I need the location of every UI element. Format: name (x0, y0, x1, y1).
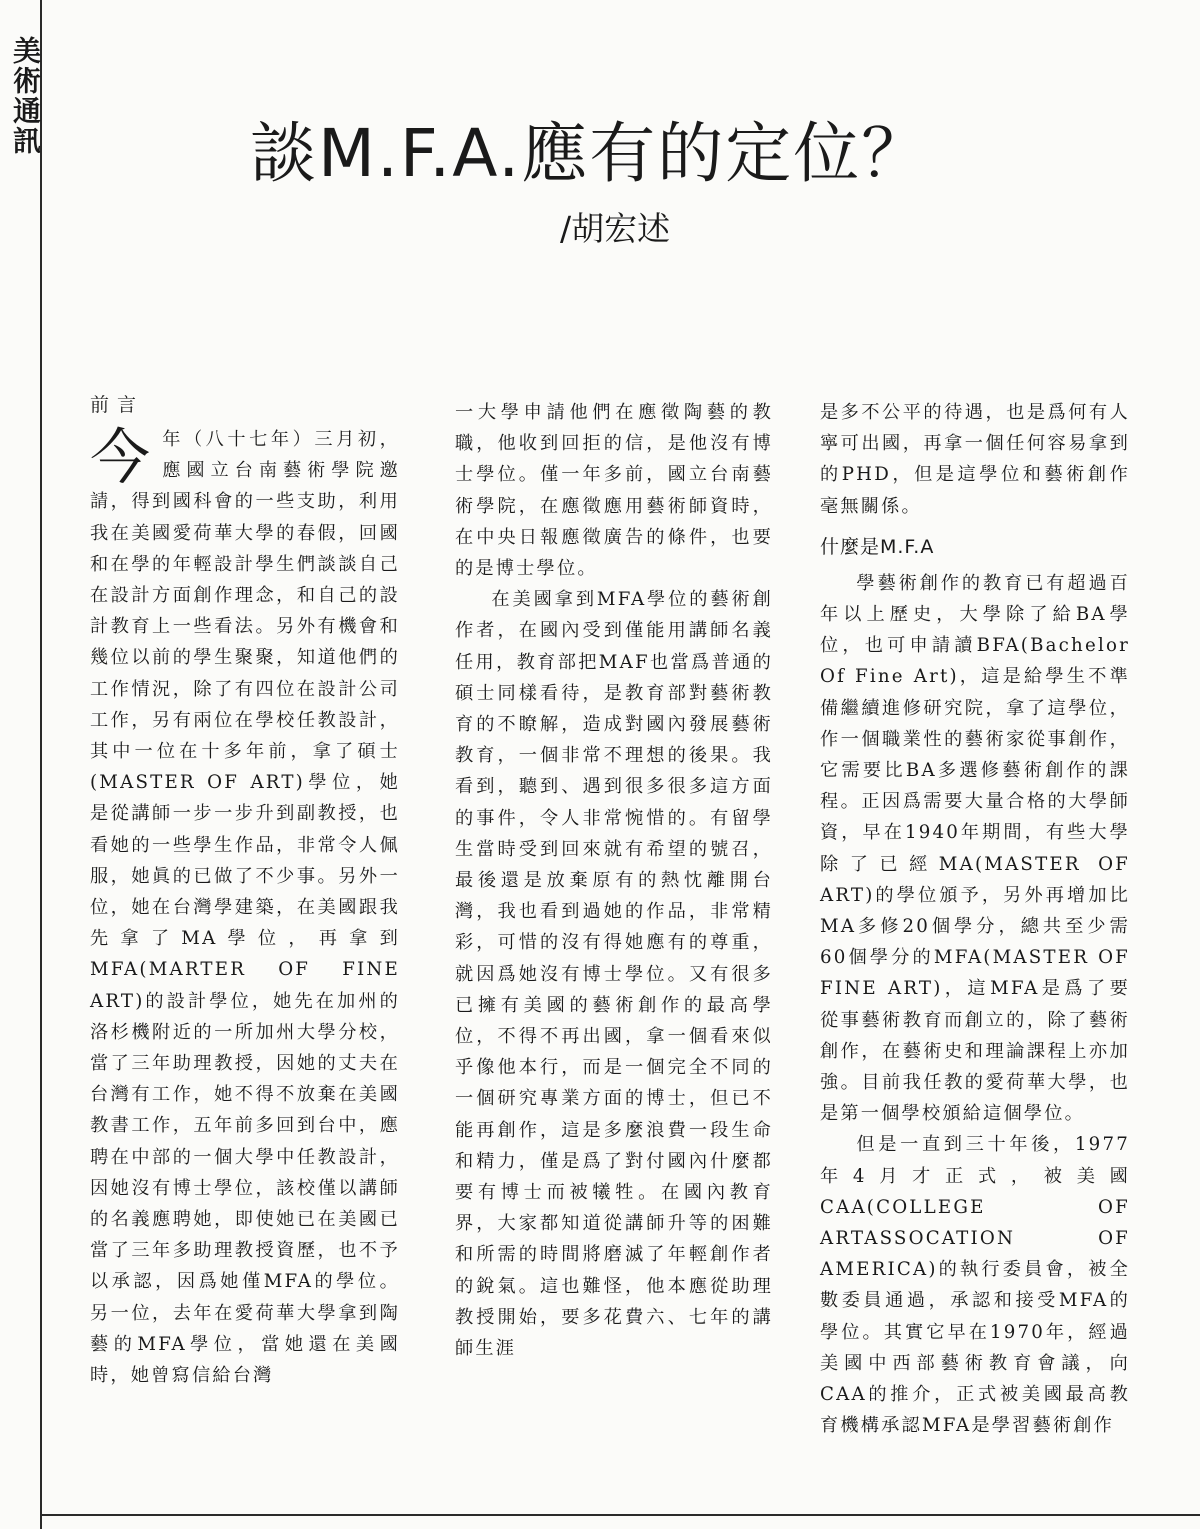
article-author: /胡宏述 (560, 209, 671, 248)
section-heading-preface: 前 言 (90, 394, 138, 416)
drop-cap: 今 (90, 423, 153, 493)
article-title: 談M.F.A.應有的定位？ (250, 115, 930, 192)
paragraph: 學藝術創作的教育已有超過百年以上歷史，大學除了給BA學位，也可申請讀BFA(Bachelor Of Fine Art)，這是給學生不準備繼續進修研究院，拿了這學位，作一個職業性的藝術家從事創作，它需要比BA多選修藝術創作的課程。正因爲需要大量合格的大學師資，早在1940年期間，有些大學除了已經MA(MASTER OF ART)的學位頒予，另外再增加比MA多修20個學分，總共至少需60個學分的MFA(MASTER OF FINE ART)，這MFA是爲了要從事藝術教育而創立的，除了藝術創作，在藝術史和理論課程上亦加強。目前我任教的愛荷華大學，也是第一個學校頒給這個學位。 (820, 572, 1130, 1125)
paragraph: 是多不公平的待遇，也是爲何有人寧可出國，再拿一個任何容易拿到的PHD，但是這學位和藝術創作毫無關係。 (820, 402, 1130, 517)
paragraph-text: 年（八十七年）三月初，應國立台南藝術學院邀請，得到國科會的一些支助，利用我在美國愛荷華大學的春假，回國和在學的年輕設計學生們談談自己在設計方面創作理念，和自己的設計教育上一些看法。另外有機會和幾位以前的學生聚聚，知道他們的工作情況，除了有四位在設計公司工作，另有兩位在學校任教設計，其中一位在十多年前，拿了碩士(MASTER OF ART)學位，她是從講師一步一步升到副教授，也看她的一些學生作品，非常令人佩服，她眞的已做了不少事。另外一位，她在台灣學建築，在美國跟我先拿了MA學位，再拿到MFA(MARTER OF FINE ART)的設計學位，她先在加州的洛杉機附近的一所加州大學分校，當了三年助理教授，因她的丈夫在台灣有工作，她不得不放棄在美國教書工作，五年前多回到台中，應聘在中部的一個大學中任教設計，因她沒有博士學位，該校僅以講師的名義應聘她，即使她已在美國已當了三年多助理教授資歷，也不予以承認，因爲她僅MFA的學位。另一位，去年在愛荷華大學拿到陶藝的MFA學位，當她還在美國時，她曾寫信給台灣 (90, 429, 400, 1387)
column-3 (820, 397, 1130, 1442)
paragraph: 一大學申請他們在應徵陶藝的教職，他收到回拒的信，是他沒有博士學位。僅一年多前，國立台南藝術學院，在應徵應用藝術師資時，在中央日報應徵廣告的條件，也要的是博士學位。 (455, 402, 773, 580)
magazine-name: 美術通訊 (9, 36, 42, 156)
column-2 (455, 397, 773, 1364)
bottom-margin-rule (40, 1514, 1200, 1516)
column-1 (90, 390, 400, 1391)
paragraph: 但是一直到三十年後，1977年4月才正式，被美國CAA(COLLEGE OF ARTASSOCATION OF AMERICA)的執行委員會，被全數委員通過，承認和接受MFA的學位。其實它早在1970年，經過美國中西部藝術教育會議，向CAA的推介，正式被美國最高教育機構承認MFA是學習藝術創作 (820, 1134, 1130, 1437)
section-heading-what-is-mfa: 什麼是M.F.A (820, 535, 935, 558)
paragraph (90, 424, 400, 1391)
left-margin-rule (40, 0, 42, 1529)
paragraph: 在美國拿到MFA學位的藝術創作者，在國內受到僅能用講師名義任用，教育部把MAF也當爲普通的碩士同樣看待，是教育部對藝術教育的不瞭解，造成對國內發展藝術教育，一個非常不理想的後果。我看到，聽到、遇到很多很多這方面的事件，令人非常惋惜的。有留學生當時受到回來就有希望的號召，最後還是放棄原有的熱忱離開台灣，我也看到過她的作品，非常精彩，可惜的沒有得她應有的尊重，就因爲她沒有博士學位。又有很多已擁有美國的藝術創作的最高學位，不得不再出國，拿一個看來似乎像他本行，而是一個完全不同的一個研究專業方面的博士，但已不能再創作，這是多麼浪費一段生命和精力，僅是爲了對付國內什麼都要有博士而被犧牲。在國內教育界，大家都知道從講師升等的困難和所需的時間將磨滅了年輕創作者的銳氣。這也難怪，他本應從助理教授開始，要多花費六、七年的講師生涯 (455, 589, 773, 1360)
